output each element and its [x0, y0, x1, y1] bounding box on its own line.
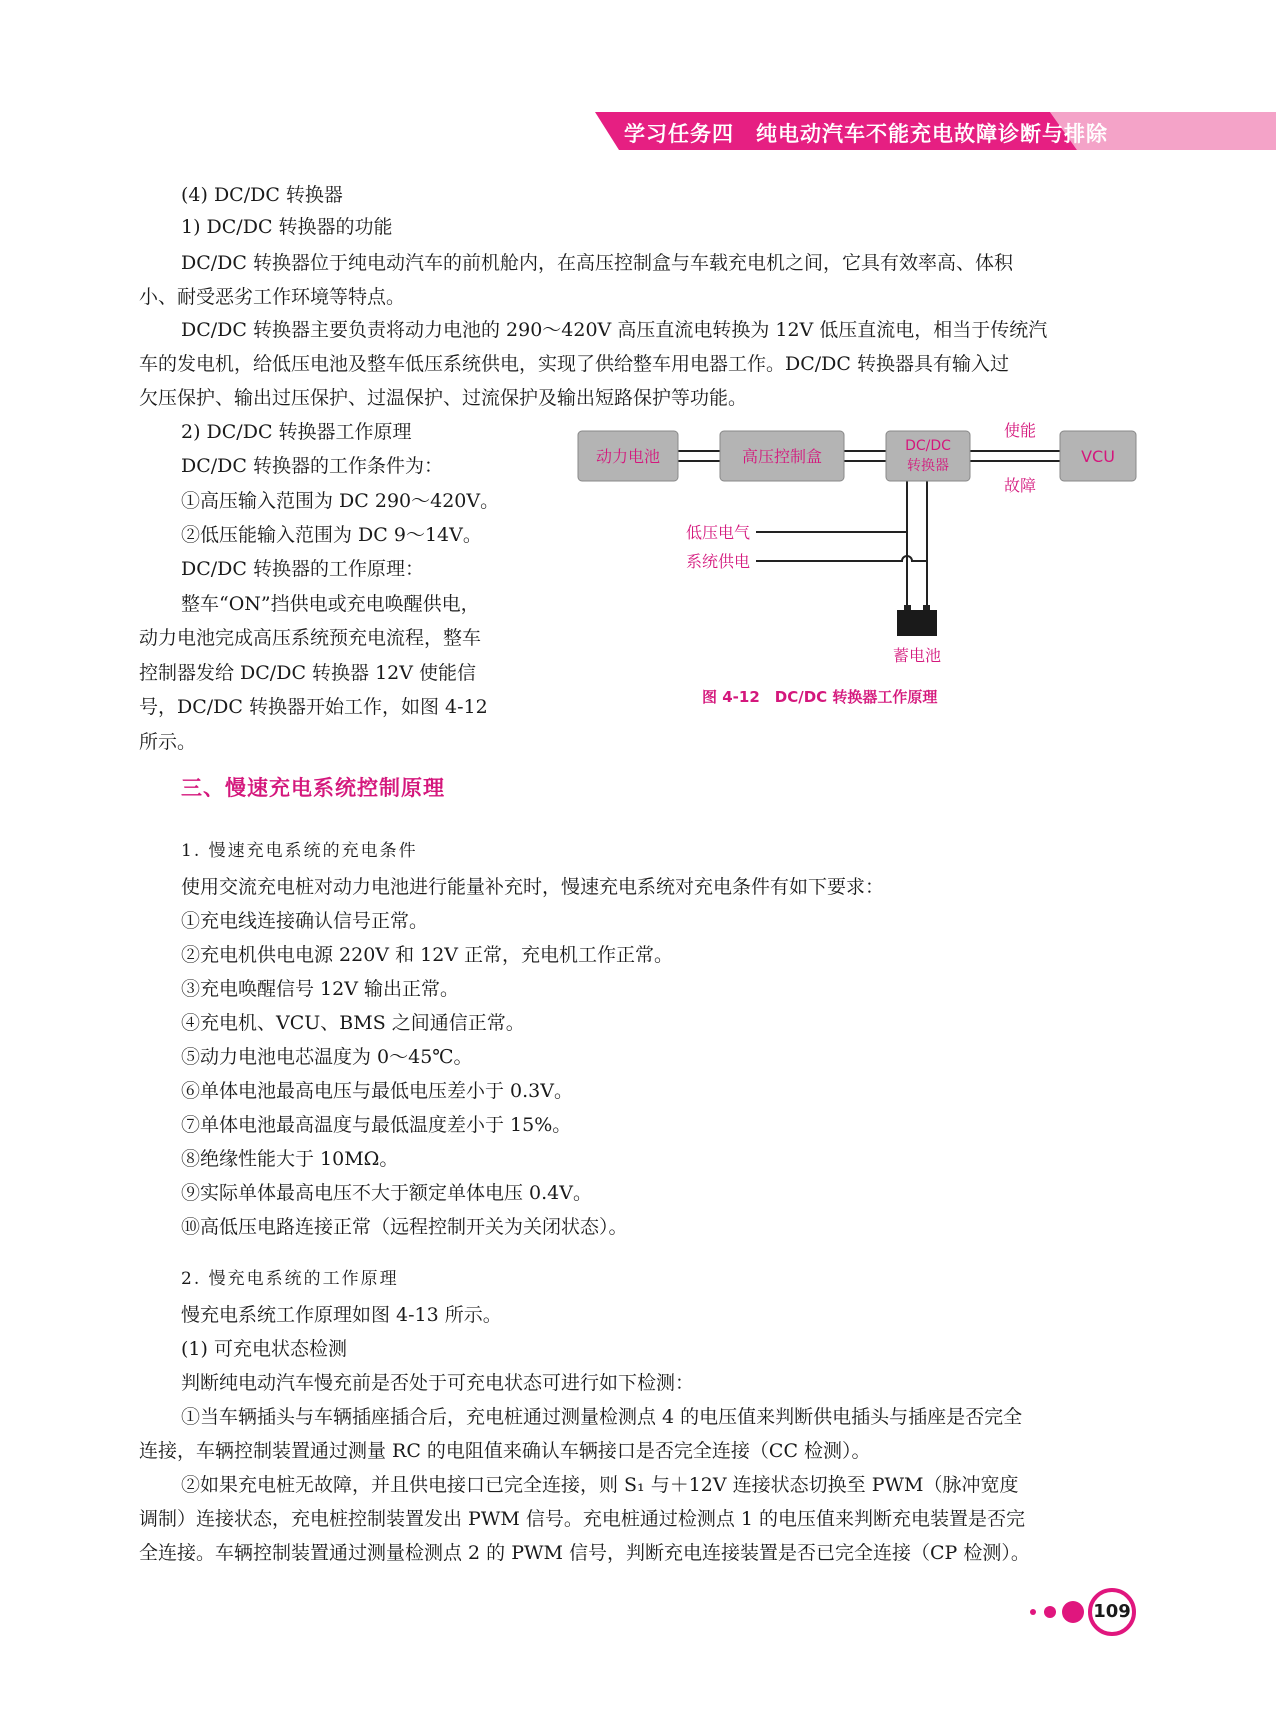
footer-dot-large [1062, 1601, 1084, 1623]
box-hv-control-label: 高压控制盒 [741, 447, 823, 466]
condition-item: ③充电唤醒信号 12V 输出正常。 [181, 978, 459, 1000]
page-number: 109 [1088, 1588, 1136, 1636]
condition-item: ⑥单体电池最高电压与最低电压差小于 0.3V。 [181, 1080, 573, 1102]
fault-label: 故障 [1003, 476, 1037, 495]
principle-line5: 所示。 [139, 731, 197, 753]
sub2-title: 2. 慢充电系统的工作原理 [181, 1269, 399, 1289]
para1-line2: 小、耐受恶劣工作环境等特点。 [139, 286, 406, 308]
sub1-title: 1. 慢速充电系统的充电条件 [181, 841, 418, 861]
principle-line4: 号，DC/DC 转换器开始工作，如图 4-12 [139, 696, 488, 718]
detect2-line2: 调制）连接状态，充电桩控制装置发出 PWM 信号。充电桩通过检测点 1 的电压值来判断充电装置是否完 [139, 1508, 1026, 1530]
principle-line2: 动力电池完成高压系统预充电流程，整车 [139, 627, 482, 649]
figure-4-12 [570, 418, 1150, 678]
para1-line1: DC/DC 转换器位于纯电动汽车的前机舱内，在高压控制盒与车载充电机之间，它具有效率高、体积 [181, 252, 1013, 274]
condition-item: ⑩高低压电路连接正常（远程控制开关为关闭状态）。 [181, 1216, 628, 1238]
sec4-title: (4) DC/DC 转换器 [181, 184, 343, 206]
footer-dot-small [1030, 1609, 1036, 1615]
footer-dot-medium [1044, 1606, 1056, 1618]
cond-item-2: ②低压能输入范围为 DC 9～14V。 [181, 524, 482, 546]
box-power-battery-label: 动力电池 [595, 447, 661, 466]
detect2-line3: 全连接。车辆控制装置通过测量检测点 2 的 PWM 信号，判断充电连接装置是否已完全连接（CP 检测）。 [139, 1542, 1030, 1564]
sub1-intro: 使用交流充电桩对动力电池进行能量补充时，慢速充电系统对充电条件有如下要求： [181, 876, 885, 898]
cond-intro: DC/DC 转换器的工作条件为： [181, 455, 443, 477]
battery-icon [897, 610, 937, 636]
condition-item: ⑦单体电池最高温度与最低温度差小于 15%。 [181, 1114, 572, 1136]
principle-intro: DC/DC 转换器的工作原理： [181, 558, 424, 580]
box-vcu-label: VCU [1081, 447, 1115, 466]
box-dcdc-label-line2: 转换器 [907, 458, 949, 474]
lv-label-line1: 低压电气 [685, 523, 750, 542]
sub2-item1: (1) 可充电状态检测 [181, 1338, 347, 1360]
condition-item: ⑧绝缘性能大于 10MΩ。 [181, 1148, 399, 1170]
section3-title: 三、慢速充电系统控制原理 [181, 776, 445, 800]
para2-line3: 欠压保护、输出过压保护、过温保护、过流保护及输出短路保护等功能。 [139, 387, 748, 409]
detect1-line1: ①当车辆插头与车辆插座插合后，充电桩通过测量检测点 4 的电压值来判断供电插头与插座是否完全 [181, 1406, 1023, 1428]
cond-item-1: ①高压输入范围为 DC 290～420V。 [181, 490, 500, 512]
lv-line-2 [756, 556, 927, 561]
para2-line1: DC/DC 转换器主要负责将动力电池的 290～420V 高压直流电转换为 12V 低压直流电，相当于传统汽 [181, 319, 1048, 341]
condition-item: ⑤动力电池电芯温度为 0～45℃。 [181, 1046, 473, 1068]
principle-line1: 整车“ON”挡供电或充电唤醒供电， [181, 593, 480, 615]
detect2-line1: ②如果充电桩无故障，并且供电接口已完全连接，则 S₁ 与＋12V 连接状态切换至 PWM（脉冲宽度 [181, 1474, 1019, 1496]
sec4-2-title: 2) DC/DC 转换器工作原理 [181, 421, 412, 443]
sec4-1-title: 1) DC/DC 转换器的功能 [181, 216, 393, 238]
para2-line2: 车的发电机，给低压电池及整车低压系统供电，实现了供给整车用电器工作。DC/DC 转换器具有输入过 [139, 353, 1009, 375]
lv-label-line2: 系统供电 [685, 552, 750, 571]
condition-item: ⑨实际单体最高电压不大于额定单体电压 0.4V。 [181, 1182, 592, 1204]
header-title: 学习任务四 纯电动汽车不能充电故障诊断与排除 [624, 122, 1108, 146]
principle-line3: 控制器发给 DC/DC 转换器 12V 使能信 [139, 662, 477, 684]
box-dcdc-label-line1: DC/DC [905, 438, 951, 454]
condition-item: ④充电机、VCU、BMS 之间通信正常。 [181, 1012, 525, 1034]
condition-item: ①充电线连接确认信号正常。 [181, 910, 429, 932]
sub2-intro: 慢充电系统工作原理如图 4-13 所示。 [181, 1304, 502, 1326]
detect1-line2: 连接，车辆控制装置通过测量 RC 的电阻值来确认车辆接口是否完全连接（CC 检测）。 [139, 1440, 871, 1462]
enable-label: 使能 [1003, 421, 1037, 440]
detect-intro: 判断纯电动汽车慢充前是否处于可充电状态可进行如下检测： [181, 1372, 695, 1394]
condition-item: ②充电机供电电源 220V 和 12V 正常，充电机工作正常。 [181, 944, 674, 966]
figure-caption: 图 4-12 DC/DC 转换器工作原理 [702, 688, 938, 706]
battery-label: 蓄电池 [892, 646, 942, 665]
